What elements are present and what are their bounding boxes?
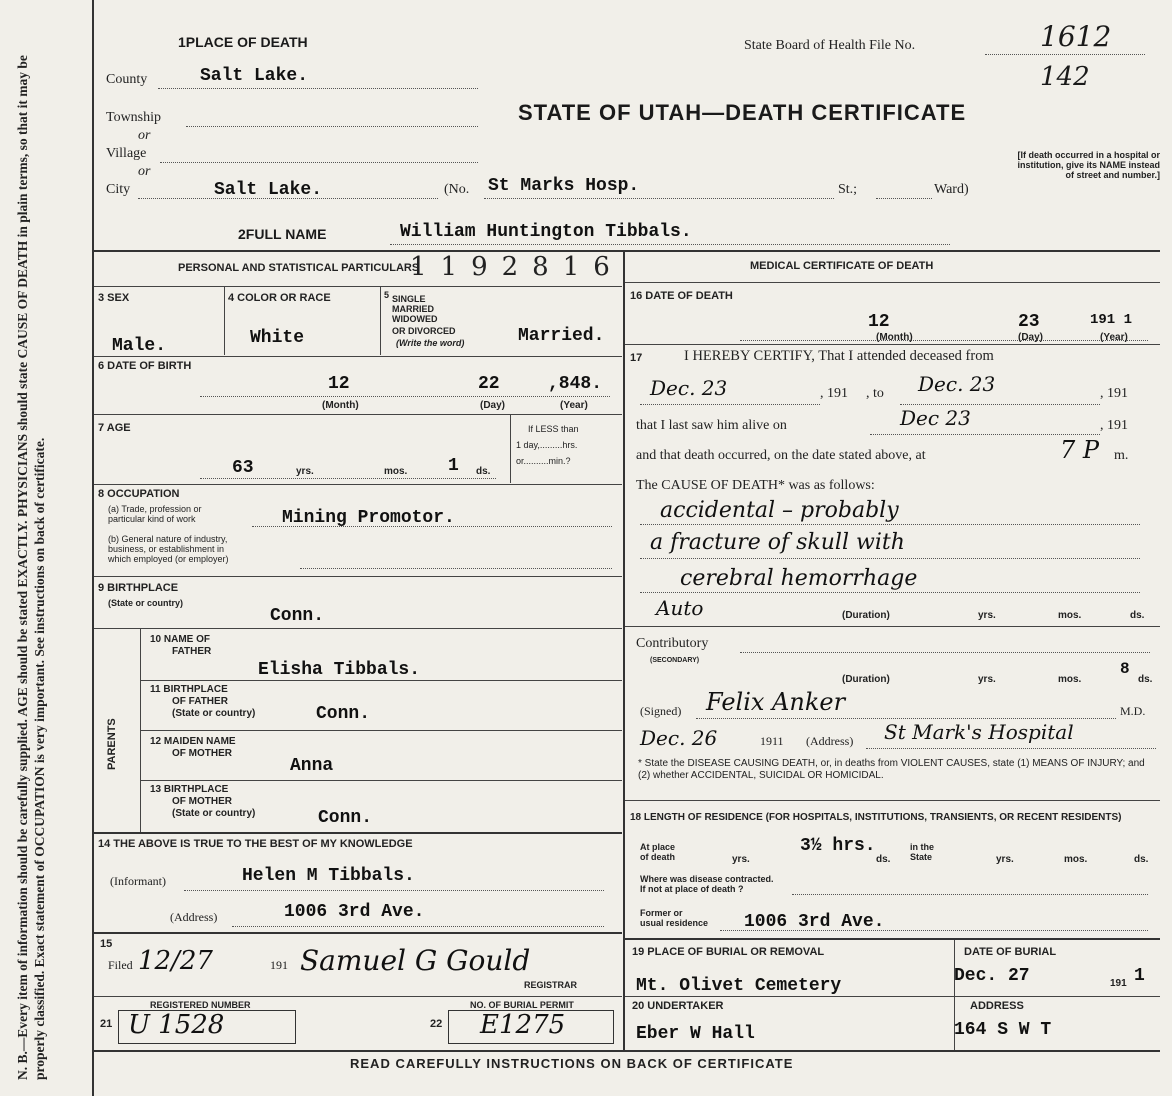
- father-label-1: 10 NAME OF: [150, 634, 211, 645]
- sig-address: St Mark's Hospital: [884, 720, 1074, 744]
- undertaker-address: 164 S W T: [954, 1020, 1052, 1040]
- burial-permit-value: E1275: [480, 1010, 566, 1040]
- burial-permit-index: 22: [430, 1018, 443, 1030]
- undertaker-label: 20 UNDERTAKER: [632, 1000, 724, 1012]
- cause-line-2: a fracture of skull with: [650, 530, 905, 555]
- file-no-2: 142: [1040, 62, 1090, 92]
- occupation-label: 8 OCCUPATION: [98, 488, 180, 500]
- reg-no-index: 21: [100, 1018, 113, 1030]
- former-1: Former or: [640, 908, 683, 918]
- state-yrs: yrs.: [996, 854, 1014, 865]
- filed-label: Filed: [108, 958, 133, 972]
- dob-month-label: (Month): [322, 400, 359, 411]
- at-place-1: At place: [640, 842, 676, 852]
- personal-stamp: 1192816: [410, 252, 624, 282]
- burial-year-prefix: 191: [1110, 978, 1127, 989]
- status-divorced: OR DIVORCED: [392, 326, 456, 336]
- occ-a-1: (a) Trade, profession or: [108, 504, 202, 514]
- undertaker-address-label: ADDRESS: [970, 1000, 1024, 1012]
- burial-year-suffix: 1: [1134, 966, 1145, 986]
- attended-from: Dec. 23: [650, 376, 728, 400]
- age-yrs-label: yrs.: [296, 466, 314, 477]
- signed-date: Dec. 26: [640, 726, 718, 750]
- state-mos: mos.: [1064, 854, 1088, 865]
- informant-address: 1006 3rd Ave.: [284, 902, 425, 922]
- burial-permit-label: NO. OF BURIAL PERMIT: [470, 1000, 574, 1010]
- county-label: County: [106, 72, 148, 87]
- village-line: [160, 146, 478, 163]
- personal-heading: PERSONAL AND STATISTICAL PARTICULARS: [178, 262, 420, 274]
- age-label: 7 AGE: [98, 422, 131, 434]
- color-value: White: [250, 328, 305, 348]
- dob-year-label: (Year): [560, 400, 588, 411]
- burial-date-label: DATE OF BURIAL: [964, 946, 1057, 958]
- certify-text: I HEREBY CERTIFY, That I attended deceased from: [684, 348, 994, 364]
- cause-yrs: yrs.: [978, 610, 996, 621]
- comma-191-c: , 191: [1100, 418, 1128, 433]
- occ-b-1: (b) General nature of industry,: [108, 534, 228, 544]
- comma-191-b: , 191: [1100, 386, 1128, 401]
- sex-value: Male.: [112, 336, 167, 356]
- hospital-note: [If death occurred in a hospital or institution, give its NAME instead of street and number.]: [1017, 150, 1160, 180]
- or-1: or: [138, 128, 151, 143]
- mother-label-2: OF MOTHER: [172, 748, 232, 759]
- township-line: [186, 110, 478, 127]
- county-value: Salt Lake.: [200, 66, 309, 86]
- former-2: usual residence: [640, 918, 709, 928]
- dob-day-label: (Day): [480, 400, 506, 411]
- registrar-label: REGISTRAR: [524, 980, 578, 990]
- file-no: 1612: [1040, 20, 1112, 53]
- age-days: 1: [448, 456, 459, 476]
- certificate-title: STATE OF UTAH—DEATH CERTIFICATE: [518, 100, 967, 125]
- filed-index: 15: [100, 938, 113, 950]
- footnote: * State the DISEASE CAUSING DEATH, or, in deaths from VIOLENT CAUSES, state (1) MEANS OF INJURY; and (2) whether ACCIDENTAL, SUICIDAL OR HOMICIDAL.: [638, 758, 1145, 781]
- ward-line: [876, 182, 932, 199]
- filed-date: 12/27: [138, 946, 213, 976]
- death-year-label: (Year): [1100, 332, 1128, 343]
- dob-month: 12: [328, 374, 350, 394]
- status-num: 5: [384, 290, 390, 300]
- sex-label: 3 SEX: [98, 292, 130, 304]
- death-month: 12: [868, 312, 890, 332]
- at-place-2: of death: [640, 852, 675, 862]
- death-day-label: (Day): [1018, 332, 1044, 343]
- informant-value: Helen M Tibbals.: [242, 866, 415, 886]
- city-value: Salt Lake.: [214, 180, 323, 200]
- birthplace-value: Conn.: [270, 606, 325, 626]
- street-value: St Marks Hosp.: [488, 176, 640, 196]
- state-label: State: [910, 852, 933, 862]
- age-ds-label: ds.: [476, 466, 491, 477]
- mother-bp-3: (State or country): [172, 808, 256, 819]
- occ-a-2: particular kind of work: [108, 514, 196, 524]
- if-less-2: 1 day,.........hrs.: [516, 440, 578, 450]
- sig-address-label: (Address): [806, 734, 854, 748]
- state-ds: ds.: [1134, 854, 1149, 865]
- father-value: Elisha Tibbals.: [258, 660, 421, 680]
- contributory-label: Contributory: [636, 636, 709, 651]
- burial-place: Mt. Olivet Cemetery: [636, 976, 842, 996]
- father-bp-2: OF FATHER: [172, 696, 228, 707]
- mother-bp-2: OF MOTHER: [172, 796, 232, 807]
- medical-heading: MEDICAL CERTIFICATE OF DEATH: [750, 260, 934, 272]
- or-2: or: [138, 164, 151, 179]
- birthplace-sub: (State or country): [108, 598, 184, 608]
- cause-mos: mos.: [1058, 610, 1082, 621]
- parents-label: PARENTS: [106, 718, 118, 770]
- cause-line-4: Auto: [656, 596, 704, 620]
- contrib-duration-label: (Duration): [842, 674, 890, 685]
- death-date-label: 16 DATE OF DEATH: [630, 290, 733, 302]
- death-year: 191 1: [1090, 312, 1133, 328]
- status-value: Married.: [518, 326, 605, 346]
- mother-value: Anna: [290, 756, 334, 776]
- undertaker-value: Eber W Hall: [636, 1024, 755, 1044]
- registrar-signature: Samuel G Gould: [300, 944, 531, 977]
- footer-instructions: READ CAREFULLY INSTRUCTIONS ON BACK OF CERTIFICATE: [350, 1056, 794, 1071]
- status-single: SINGLE: [392, 294, 426, 304]
- secondary-label: (SECONDARY): [650, 657, 700, 664]
- cause-duration-label: (Duration): [842, 610, 890, 621]
- occurred-text: and that death occurred, on the date stated above, at: [636, 448, 926, 463]
- occ-b-2: business, or establishment in: [108, 544, 225, 554]
- res-yrs: yrs.: [732, 854, 750, 865]
- father-bp-value: Conn.: [316, 704, 371, 724]
- street-no-label: (No.: [444, 182, 470, 197]
- father-bp-3: (State or country): [172, 708, 256, 719]
- place-of-death-label: 1PLACE OF DEATH: [178, 34, 308, 50]
- if-less-1: If LESS than: [528, 424, 579, 434]
- signed-value: Felix Anker: [706, 688, 846, 716]
- res-value: 3½ hrs.: [800, 836, 876, 856]
- city-label: City: [106, 182, 131, 197]
- reg-no-value: U 1528: [128, 1010, 225, 1040]
- res-ds: ds.: [876, 854, 891, 865]
- divider-top: [92, 250, 1160, 252]
- dob-label: 6 DATE OF BIRTH: [98, 360, 192, 372]
- death-month-label: (Month): [876, 332, 913, 343]
- if-not-place: If not at place of death ?: [640, 884, 744, 894]
- divider-bottom: [92, 1050, 1160, 1052]
- signed-label: (Signed): [640, 704, 682, 718]
- reg-no-label: REGISTERED NUMBER: [150, 1000, 251, 1010]
- last-saw-text: that I last saw him alive on: [636, 418, 787, 433]
- last-saw-date: Dec 23: [900, 406, 971, 430]
- contrib-ds: ds.: [1138, 674, 1153, 685]
- occ-b-3: which employed (or employer): [108, 554, 229, 564]
- contrib-mos: mos.: [1058, 674, 1082, 685]
- birthplace-label: 9 BIRTHPLACE: [98, 582, 179, 594]
- residence-label: 18 LENGTH OF RESIDENCE (FOR HOSPITALS, INSTITUTIONS, TRANSIENTS, OR RECENT RESIDENTS): [630, 812, 1122, 823]
- attended-to: Dec. 23: [918, 372, 996, 396]
- st-label: St.;: [838, 182, 858, 197]
- where-contracted: Where was disease contracted.: [640, 874, 774, 884]
- cause-line-1: accidental – probably: [660, 498, 899, 523]
- md-label: M.D.: [1120, 704, 1146, 718]
- occupation-value: Mining Promotor.: [282, 508, 455, 528]
- mother-bp-value: Conn.: [318, 808, 373, 828]
- former-res: 1006 3rd Ave.: [744, 912, 885, 932]
- filed-year: 191: [270, 958, 288, 972]
- to-label: , to: [866, 386, 884, 401]
- file-no-label: State Board of Health File No.: [744, 38, 916, 53]
- dob-year: ,848.: [548, 374, 603, 394]
- cause-line-3: cerebral hemorrhage: [680, 566, 918, 591]
- father-label-2: FATHER: [172, 646, 212, 657]
- village-label: Village: [106, 146, 147, 161]
- burial-date: Dec. 27: [954, 966, 1030, 986]
- cause-ds: ds.: [1130, 610, 1145, 621]
- status-married: MARRIED: [392, 304, 434, 314]
- cause-label: The CAUSE OF DEATH* was as follows:: [636, 478, 875, 493]
- burial-label: 19 PLACE OF BURIAL OR REMOVAL: [632, 946, 825, 958]
- side-instructions: N. B.—Every item of information should be carefully supplied. AGE should be stated EXACTLY. PHYSICIANS should state CAUSE OF DEATH in plain terms, so that it may be properly classified. Exact statement of OCCUPATION is very important. See instructions on back of certificate.: [15, 55, 47, 1080]
- if-less-3: or..........min.?: [516, 456, 571, 466]
- color-label: 4 COLOR OR RACE: [228, 292, 331, 304]
- full-name-value: William Huntington Tibbals.: [400, 222, 692, 242]
- father-bp-1: 11 BIRTHPLACE: [150, 684, 228, 695]
- in-the: in the: [910, 842, 934, 852]
- contrib-yrs: yrs.: [978, 674, 996, 685]
- comma-191-a: , 191: [820, 386, 848, 401]
- certify-index: 17: [630, 352, 643, 364]
- status-write: (Write the word): [396, 338, 465, 348]
- full-name-label: 2FULL NAME: [238, 226, 327, 242]
- mother-bp-1: 13 BIRTHPLACE: [150, 784, 229, 795]
- time-m: m.: [1114, 448, 1129, 463]
- informant-address-label: (Address): [170, 910, 218, 924]
- age-years: 63: [232, 458, 254, 478]
- true-label: 14 THE ABOVE IS TRUE TO THE BEST OF MY KNOWLEDGE: [98, 838, 413, 850]
- age-mos-label: mos.: [384, 466, 408, 477]
- center-divider: [623, 252, 625, 1052]
- ward-label: Ward): [934, 182, 969, 197]
- contrib-ds-value: 8: [1120, 660, 1130, 678]
- death-day: 23: [1018, 312, 1040, 332]
- signed-year: 1911: [760, 734, 784, 748]
- death-time: 7 P: [1060, 436, 1100, 464]
- township-label: Township: [106, 110, 162, 125]
- status-widowed: WIDOWED: [392, 314, 438, 324]
- dob-day: 22: [478, 374, 500, 394]
- mother-label-1: 12 MAIDEN NAME: [150, 736, 236, 747]
- informant-label: (Informant): [110, 874, 166, 888]
